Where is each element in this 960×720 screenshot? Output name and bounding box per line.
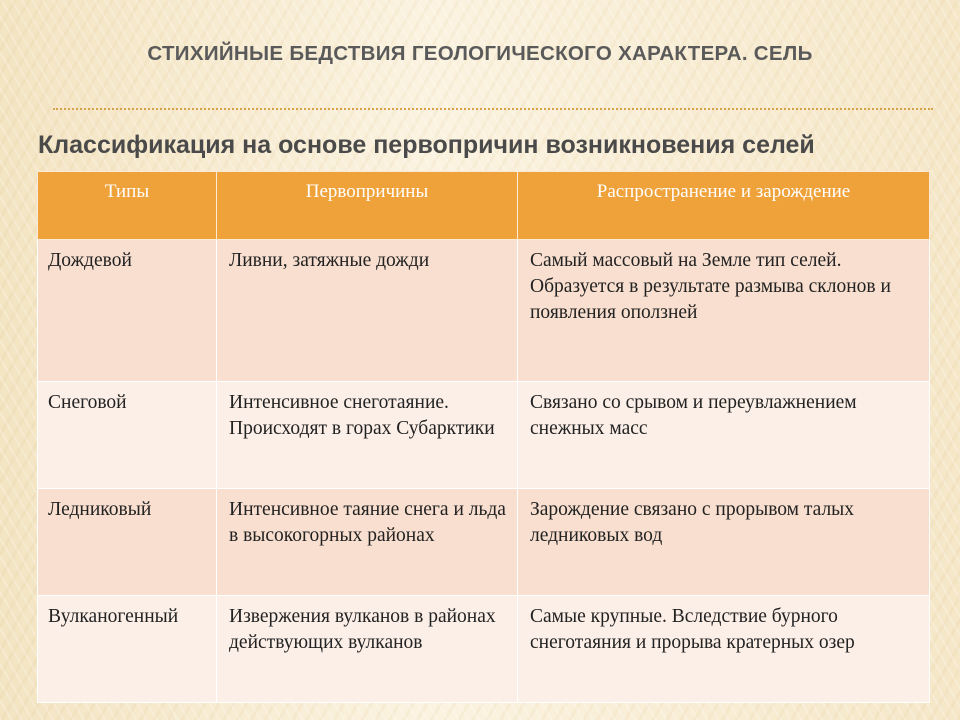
cell-origin: Самые крупные. Вследствие бурного снеготаяния и прорыва кратерных озер bbox=[518, 596, 930, 703]
cell-origin: Связано со срывом и переувлажнением снежных масс bbox=[518, 382, 930, 489]
table-row bbox=[38, 489, 930, 596]
cell-type: Снеговой bbox=[38, 382, 217, 489]
header-causes: Первопричины bbox=[217, 172, 518, 240]
cell-cause: Интенсивное таяние снега и льда в высокогорных районах bbox=[217, 489, 518, 596]
slide-subtitle: Классификация на основе первопричин возникновения селей bbox=[38, 131, 815, 159]
cell-origin: Самый массовый на Земле тип селей. Образуется в результате размыва склонов и появления оползней bbox=[518, 240, 930, 382]
header-origin: Распространение и зарождение bbox=[518, 172, 930, 240]
cell-cause: Ливни, затяжные дожди bbox=[217, 240, 518, 382]
table-header-row bbox=[38, 172, 930, 240]
table-row bbox=[38, 596, 930, 703]
table-row bbox=[38, 382, 930, 489]
slide-title: СТИХИЙНЫЕ БЕДСТВИЯ ГЕОЛОГИЧЕСКОГО ХАРАКТЕРА. СЕЛЬ bbox=[147, 42, 813, 65]
cell-origin: Зарождение связано с прорывом талых ледниковых вод bbox=[518, 489, 930, 596]
cell-cause: Интенсивное снеготаяние. Происходят в горах Субарктики bbox=[217, 382, 518, 489]
title-divider bbox=[53, 108, 933, 110]
header-types: Типы bbox=[38, 172, 217, 240]
cell-type: Вулканогенный bbox=[38, 596, 217, 703]
cell-type: Ледниковый bbox=[38, 489, 217, 596]
table-row bbox=[38, 240, 930, 382]
cell-type: Дождевой bbox=[38, 240, 217, 382]
classification-table bbox=[37, 171, 930, 703]
cell-cause: Извержения вулканов в районах действующих вулканов bbox=[217, 596, 518, 703]
